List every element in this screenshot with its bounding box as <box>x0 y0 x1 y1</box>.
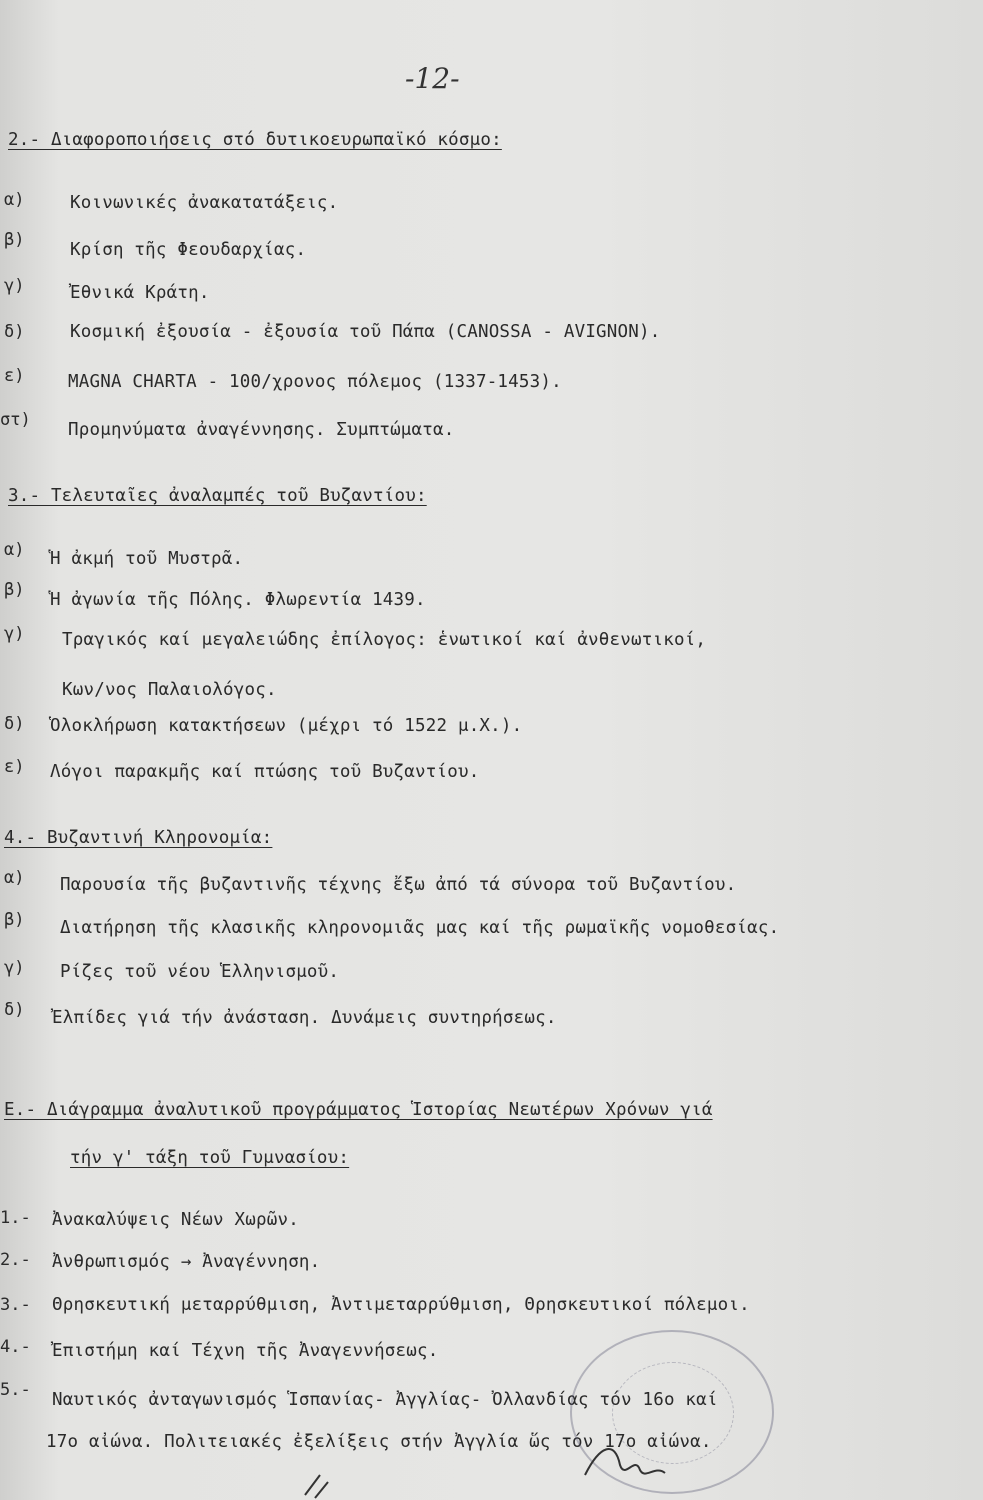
item-continuation: 17ο αἰώνα. Πολιτειακές ἐξελίξεις στήν Ἀγγλία ὥς τόν 17ο αἰώνα. <box>46 1432 712 1452</box>
item-label: β) <box>4 230 25 250</box>
section-heading-e-continuation: τήν γ' τάξη τοῦ Γυμνασίου: <box>70 1148 350 1168</box>
item-text: Ἀνθρωπισμός → Ἀναγέννηση. <box>52 1252 321 1272</box>
item-text: Ρίζες τοῦ νέου Ἑλληνισμοῦ. <box>60 962 340 982</box>
item-text: Παρουσία τῆς βυζαντινῆς τέχνης ἔξω ἀπό τά σύνορα τοῦ Βυζαντίου. <box>60 875 737 895</box>
item-text: Τραγικός καί μεγαλειώδης ἐπίλογος: ἑνωτικοί καί ἀνθενωτικοί, <box>62 630 707 650</box>
item-text: Ἡ ἀγωνία τῆς Πόλης. Φλωρεντία 1439. <box>50 590 426 610</box>
item-text: Ἐθνικά Κράτη. <box>70 283 210 303</box>
item-label: 5.- <box>0 1380 31 1400</box>
item-label: δ) <box>4 1000 25 1020</box>
item-label: α) <box>4 190 25 210</box>
item-label: ε) <box>4 757 25 777</box>
item-label: δ) <box>4 322 25 342</box>
item-text: Ἐπιστήμη καί Τέχνη τῆς Ἀναγεννήσεως. <box>52 1341 439 1361</box>
item-text: Διατήρηση τῆς κλασικῆς κληρονομιᾶς μας καί τῆς ρωμαϊκῆς νομοθεσίας. <box>60 918 780 938</box>
section-heading-e: Ε.- Διάγραμμα ἀναλυτικοῦ προγράμματος Ἱστορίας Νεωτέρων Χρόνων γιά <box>4 1100 713 1120</box>
page-number: -12- <box>405 62 460 95</box>
item-text: Θρησκευτική μεταρρύθμιση, Ἀντιμεταρρύθμιση, Θρησκευτικοί πόλεμοι. <box>52 1295 750 1315</box>
item-text: MAGNA CHARTA - 100/χρονος πόλεμος (1337-1453). <box>68 372 562 392</box>
item-label: γ) <box>4 958 25 978</box>
section-heading-2: 2.- Διαφοροποιήσεις στό δυτικοευρωπαϊκό κόσμο: <box>8 130 502 150</box>
item-label: 2.- <box>0 1250 31 1270</box>
item-label: γ) <box>4 624 25 644</box>
item-text: Κοσμική ἐξουσία - ἐξουσία τοῦ Πάπα (CANOSSA - AVIGNON). <box>70 322 661 342</box>
item-text: Κοινωνικές ἀνακατατάξεις. <box>70 193 339 213</box>
item-label: δ) <box>4 714 25 734</box>
item-label: α) <box>4 868 25 888</box>
item-label: γ) <box>4 276 25 296</box>
signature-mark <box>580 1435 670 1485</box>
item-label: α) <box>4 540 25 560</box>
item-label: 3.- <box>0 1295 31 1315</box>
item-text: Ναυτικός ἀνταγωνισμός Ἱσπανίας- Ἀγγλίας- Ὀλλανδίας τόν 16ο καί <box>52 1390 718 1410</box>
item-continuation: Κων/νος Παλαιολόγος. <box>62 680 277 700</box>
item-label: 1.- <box>0 1208 31 1228</box>
item-text: Ἡ ἀκμή τοῦ Μυστρᾶ. <box>50 549 244 569</box>
item-label: β) <box>4 580 25 600</box>
item-text: Λόγοι παρακμῆς καί πτώσης τοῦ Βυζαντίου. <box>50 762 480 782</box>
section-heading-4: 4.- Βυζαντινή Κληρονομία: <box>4 828 273 848</box>
item-label: β) <box>4 910 25 930</box>
section-heading-3: 3.- Τελευταῖες ἀναλαμπές τοῦ Βυζαντίου: <box>8 486 427 506</box>
item-text: Ὁλοκλήρωση κατακτήσεων (μέχρι τό 1522 μ.Χ.). <box>50 716 523 736</box>
item-label: ε) <box>4 366 25 386</box>
item-label: 4.- <box>0 1337 31 1357</box>
item-label: στ) <box>0 410 31 430</box>
item-text: Ἐλπίδες γιά τήν ἀνάσταση. Δυνάμεις συντηρήσεως. <box>52 1008 557 1028</box>
item-text: Ἀνακαλύψεις Νέων Χωρῶν. <box>52 1210 299 1230</box>
item-text: Προμηνύματα ἀναγέννησης. Συμπτώματα. <box>68 420 455 440</box>
item-text: Κρίση τῆς Φεουδαρχίας. <box>70 240 307 260</box>
handwritten-slash-mark <box>300 1470 330 1500</box>
